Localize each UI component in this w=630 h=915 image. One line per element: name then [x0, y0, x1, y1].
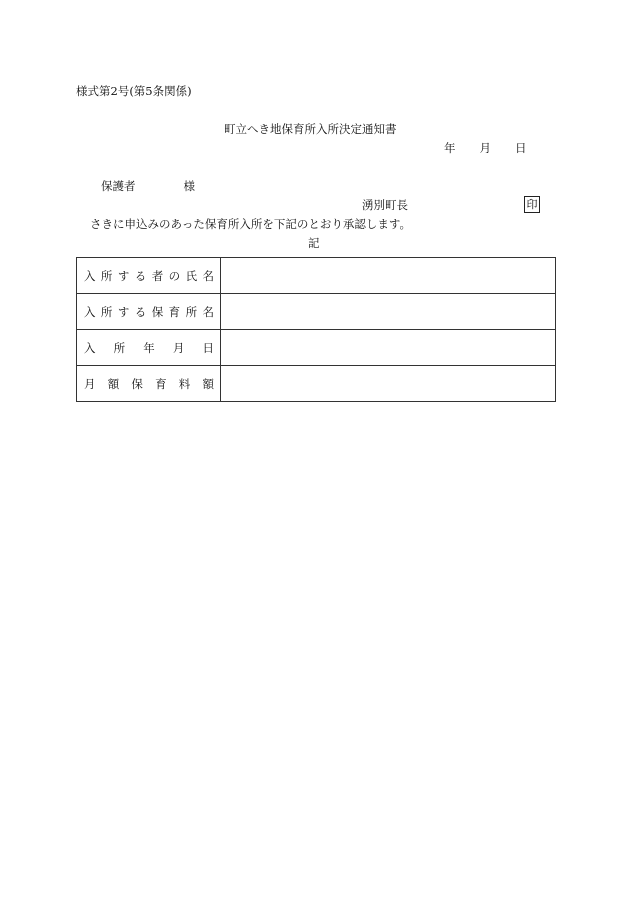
ki-heading: 記 [308, 236, 320, 250]
row-value [221, 366, 556, 402]
issuer-name: 湧別町長 [362, 198, 408, 212]
detail-table [76, 257, 556, 402]
table-row [77, 258, 556, 294]
table-row [77, 366, 556, 402]
date-line [444, 143, 527, 155]
seal-box: 印 [524, 196, 540, 213]
row-label: 月額保育料額 [77, 366, 221, 402]
row-value [221, 330, 556, 366]
table-row [77, 294, 556, 330]
table-row [77, 330, 556, 366]
date-month: 月 [479, 141, 491, 155]
document-title: 町立へき地保育所入所決定通知書 [224, 122, 397, 136]
honorific: 様 [183, 179, 195, 193]
notice-text: さきに申込みのあった保育所入所を下記のとおり承認します。 [90, 217, 411, 231]
row-value [221, 294, 556, 330]
row-label: 入所する保育所名 [77, 294, 221, 330]
date-day: 日 [515, 141, 527, 155]
recipient-line [101, 181, 195, 193]
guardian-label: 保護者 [101, 179, 136, 193]
form-number: 様式第2号(第5条関係) [76, 84, 192, 98]
row-value [221, 258, 556, 294]
row-label: 入所する者の氏名 [77, 258, 221, 294]
row-label: 入所年月日 [77, 330, 221, 366]
date-year: 年 [444, 141, 456, 155]
